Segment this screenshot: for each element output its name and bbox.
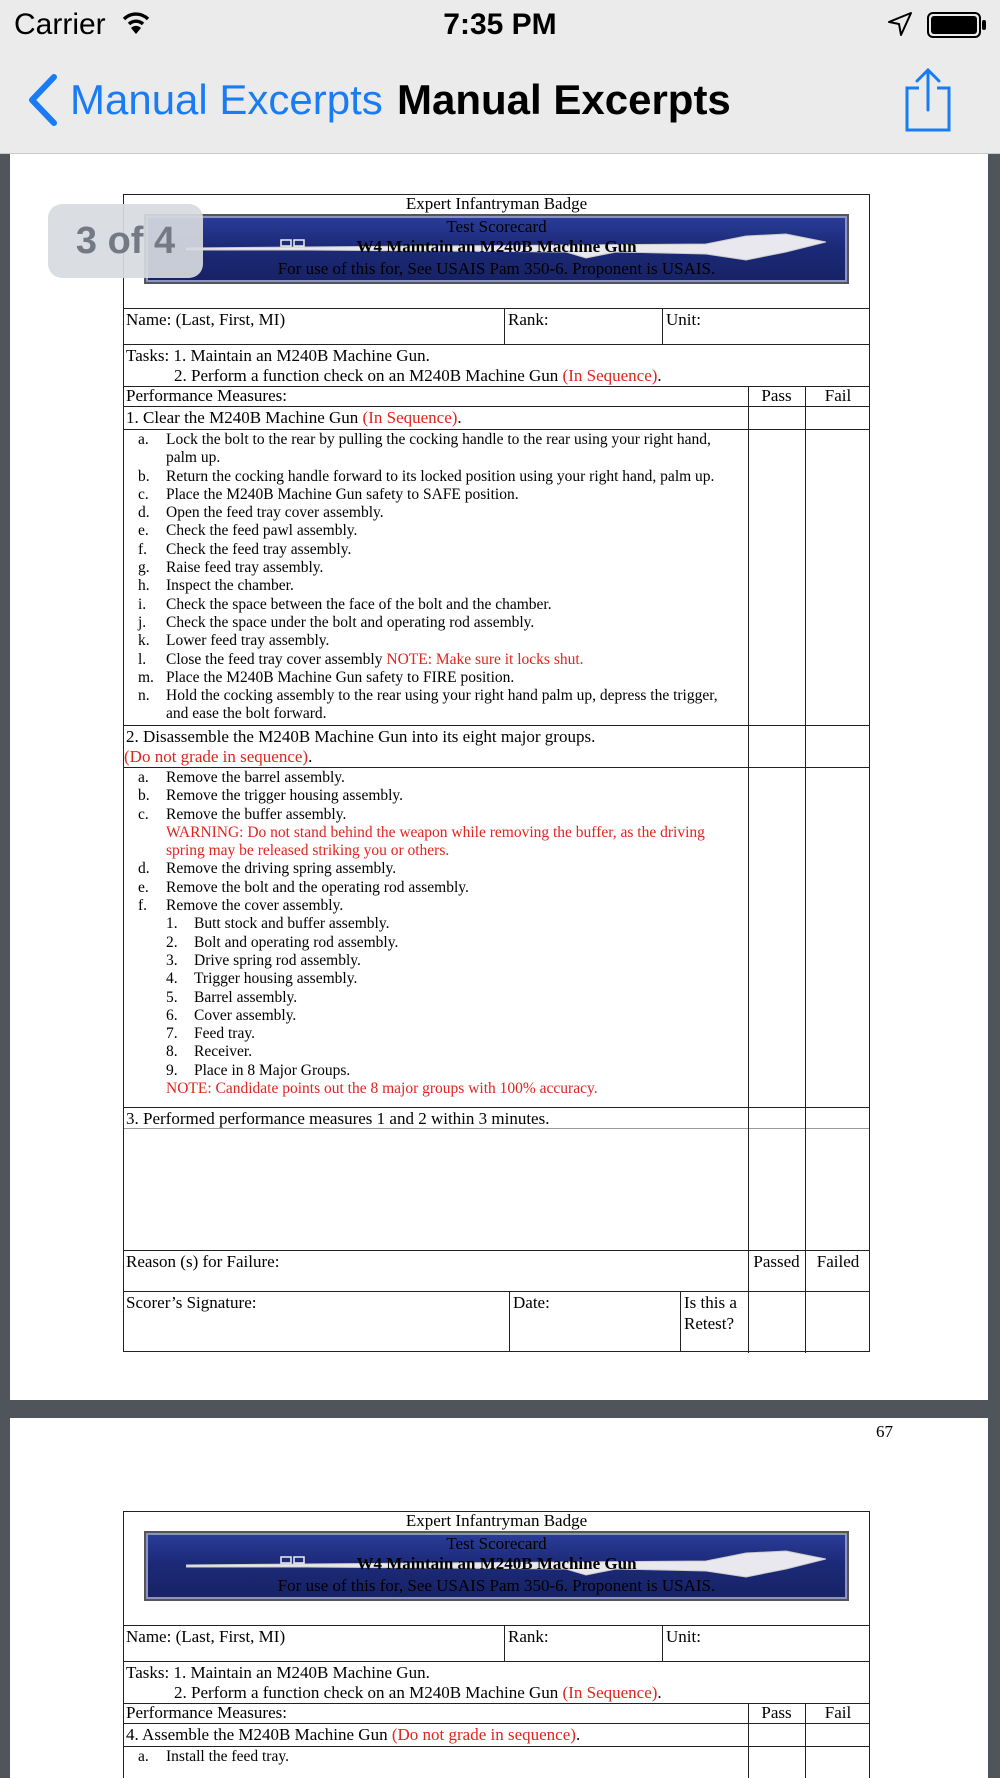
list-item-key: 4. [166,970,178,988]
performance-measures-label: Performance Measures: [126,1703,287,1722]
banner-line1: Test Scorecard [446,1534,547,1553]
list-item-text: Trigger housing assembly. [194,970,358,988]
back-button[interactable] [26,72,383,128]
list-item [138,897,738,915]
list-item [138,1043,738,1061]
list-item-text: Remove the bolt and the operating rod assembly. [166,878,469,896]
list-item: a. Install the feed tray. [138,1748,289,1765]
list-note: NOTE: Candidate points out the 8 major groups with 100% accuracy. [166,1080,598,1098]
section-2-items-row [124,767,869,1107]
list-item [138,769,738,787]
carrier-label: Carrier [14,8,106,41]
unit-field-label: Unit: [666,310,701,329]
list-item [138,879,738,897]
tasks-row [124,1661,869,1703]
list-item [138,806,738,824]
scorecard-banner [144,1531,849,1601]
list-item-text: Receiver. [194,1043,253,1061]
list-item [138,1025,738,1043]
list-item-text: Inspect the chamber. [166,577,294,595]
pass-header: Pass [761,1703,792,1722]
list-item-text: Raise feed tray assembly. [166,559,324,577]
banner-line3: For use of this for, See USAIS Pam 350-6. Proponent is USAIS. [277,259,716,278]
list-item-text: Place in 8 Major Groups. [194,1061,351,1079]
name-row [124,1625,869,1661]
section-1-items-row [124,429,869,725]
list-item-text: Remove the cover assembly. [166,897,344,915]
rank-field-label: Rank: [508,310,549,329]
scorecard-banner [144,214,849,284]
list-item [138,970,738,988]
scorecard-title: Expert Infantryman Badge [405,1511,588,1530]
fail-header: Fail [824,386,852,405]
list-item-text: Cover assembly. [194,1006,297,1024]
clock: 7:35 PM [443,8,557,41]
list-item-text: Remove the barrel assembly. [166,769,345,786]
list-item [138,468,738,486]
list-item [138,596,738,614]
signature-row [124,1291,869,1353]
list-item-key: l. [138,650,147,668]
list-item-key: c. [138,485,149,503]
name-field-label: Name: (Last, First, MI) [126,310,286,329]
list-item-key: h. [138,577,150,595]
list-item-key: m. [138,668,154,686]
section-2-subtitle: (Do not grade in sequence). [124,747,313,766]
date-label: Date: [513,1293,550,1312]
list-item-text: Drive spring rod assembly. [194,951,361,969]
performance-header-row [124,386,869,406]
list-item-key: 9. [166,1061,178,1079]
list-item-text: Lock the bolt to the rear by pulling the cocking handle to the rear using your right hand, palm up. [166,431,711,467]
list-item-text: Place the M240B Machine Gun safety to SAFE position. [166,485,519,503]
list-item [138,787,738,805]
banner-line3: For use of this for, See USAIS Pam 350-6. Proponent is USAIS. [277,1576,716,1595]
task-1: Tasks: 1. Maintain an M240B Machine Gun. [126,346,430,365]
list-item-text: Open the feed tray cover assembly. [166,504,384,522]
list-item-text: Feed tray. [194,1025,255,1043]
list-item-text: Return the cocking handle forward to its locked position using your right hand, palm up. [166,467,715,485]
section-3-title: 3. Performed performance measures 1 and 2 within 3 minutes. [126,1109,550,1128]
list-item [138,952,738,970]
banner-line1: Test Scorecard [446,217,547,236]
pass-header: Pass [761,386,792,405]
list-item [138,559,738,577]
section-1-list [138,431,738,724]
section-2-title-row [124,725,869,767]
task-2: 2. Perform a function check on an M240B Machine Gun (In Sequence). [174,366,662,385]
fail-header: Fail [824,1703,852,1722]
list-item-key: f. [138,897,148,915]
list-item-text: Check the space under the bolt and operating rod assembly. [166,613,535,631]
list-item [138,669,738,687]
section-3-row [124,1107,869,1250]
navigation-bar [0,50,1000,154]
document-page[interactable] [10,1418,988,1778]
list-item-key: k. [138,632,150,650]
list-item [138,632,738,650]
scorecard-title: Expert Infantryman Badge [405,194,588,213]
retest-label-line2: Retest? [684,1314,735,1333]
list-item [138,989,738,1007]
section-4-list [138,1748,738,1766]
list-item-text: Check the space between the face of the bolt and the chamber. [166,595,552,613]
page-title: Manual Excerpts [397,76,731,123]
status-bar [0,0,1000,50]
performance-header-row [124,1703,869,1723]
section-4-title-row [124,1723,869,1746]
section-2-list [138,769,738,1098]
list-item [138,486,738,504]
list-item [138,541,738,559]
list-item-key: i. [138,595,147,613]
list-item-key: g. [138,559,150,577]
section-1-title: 1. Clear the M240B Machine Gun (In Sequence). [126,408,462,427]
list-item-text: Remove the buffer assembly. [166,805,347,823]
list-item [138,504,738,522]
passed-label: Passed [753,1252,800,1271]
section-4-items-row [124,1746,869,1778]
list-item-key: 8. [166,1043,178,1061]
reason-label: Reason (s) for Failure: [126,1252,280,1271]
share-icon[interactable] [904,66,952,134]
tasks-row [124,344,869,386]
list-item [138,915,738,933]
list-item [138,577,738,595]
location-arrow-icon [887,11,913,37]
performance-measures-label: Performance Measures: [126,386,287,405]
list-item-key: b. [138,787,150,805]
section-1-title-row [124,406,869,429]
back-button-label: Manual Excerpts [70,76,383,123]
page-number: 67 [876,1422,893,1441]
list-item [138,614,738,632]
list-item-text: Barrel assembly. [194,988,298,1006]
list-item [138,934,738,952]
task-2: 2. Perform a function check on an M240B Machine Gun (In Sequence). [174,1683,662,1702]
scorecard [123,194,870,1352]
banner-line2: W4 Maintain an M240B Machine Gun [356,237,637,256]
task-1: Tasks: 1. Maintain an M240B Machine Gun. [126,1663,430,1682]
list-item-text: Place the M240B Machine Gun safety to FIRE position. [166,668,515,686]
list-item-key: n. [138,687,150,705]
list-item-text: Check the feed pawl assembly. [166,522,358,540]
list-item-key: d. [138,860,150,878]
list-item-text: Close the feed tray cover assembly NOTE: Make sure it locks shut. [166,650,584,668]
list-item-text: Remove the trigger housing assembly. [166,787,404,805]
list-item [138,860,738,878]
list-item-key: 3. [166,951,178,969]
battery-icon [927,12,987,38]
list-item-key: 7. [166,1025,178,1043]
reason-row [124,1250,869,1291]
page-indicator: 3 of 4 [48,204,203,278]
banner-line2: W4 Maintain an M240B Machine Gun [356,1554,637,1573]
list-item [138,431,738,468]
list-item-key: b. [138,467,150,485]
list-item-key: e. [138,522,149,540]
list-item-key: d. [138,504,150,522]
list-item-text: Check the feed tray assembly. [166,540,352,558]
rank-field-label: Rank: [508,1627,549,1646]
list-item-text: Lower feed tray assembly. [166,632,330,650]
chevron-left-icon [26,73,60,127]
signature-label: Scorer’s Signature: [126,1293,257,1312]
list-item-key: 6. [166,1006,178,1024]
list-item-key: f. [138,540,148,558]
section-4-title: 4. Assemble the M240B Machine Gun (Do not grade in sequence). [126,1725,581,1744]
list-item-key: c. [138,805,149,823]
failed-label: Failed [816,1252,860,1271]
document-page[interactable] [10,154,988,1400]
list-item-text: Hold the cocking assembly to the rear using your right hand palm up, depress the trigger, and ease the bolt forward. [166,687,718,723]
section-2-title: 2. Disassemble the M240B Machine Gun into its eight major groups. [126,727,596,746]
list-item-key: 5. [166,988,178,1006]
list-item [138,687,738,724]
list-note: WARNING: Do not stand behind the weapon while removing the buffer, as the driving spring may be released striking you or others. [166,823,705,860]
unit-field-label: Unit: [666,1627,701,1646]
list-item [138,1062,738,1080]
list-item-text: Bolt and operating rod assembly. [194,933,399,951]
name-row [124,308,869,344]
name-field-label: Name: (Last, First, MI) [126,1627,286,1646]
list-item [138,1007,738,1025]
list-item [138,522,738,540]
list-item-key: 1. [166,915,178,933]
scorecard [123,1511,870,1778]
list-item-text: Butt stock and buffer assembly. [194,915,390,933]
list-item [138,651,738,669]
list-item-key: j. [138,613,147,631]
list-item-text: Remove the driving spring assembly. [166,860,397,878]
list-item-key: a. [138,769,149,786]
list-item-key: e. [138,878,149,896]
list-item-key: 2. [166,933,178,951]
retest-label-line1: Is this a [684,1293,737,1312]
list-item-key: a. [138,431,149,448]
